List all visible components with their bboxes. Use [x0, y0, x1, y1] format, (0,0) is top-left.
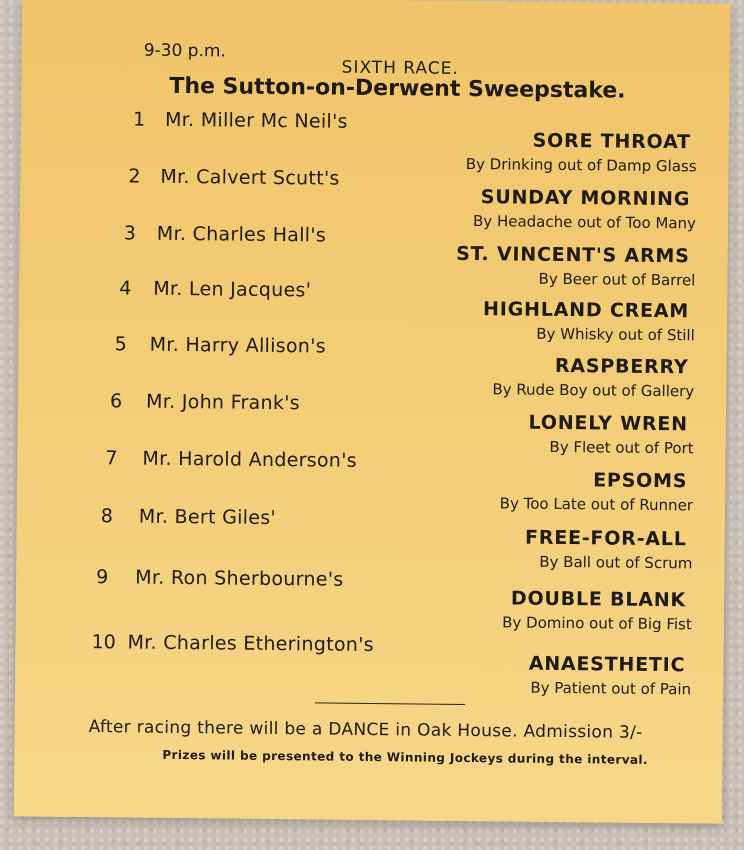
- horse-name: RASPBERRY: [554, 354, 689, 379]
- horse-name: SUNDAY MORNING: [480, 186, 691, 211]
- entry-number: 5: [114, 333, 127, 356]
- owner-name: Mr. Ron Sherbourne's: [135, 566, 344, 591]
- entry-number: 10: [91, 631, 116, 654]
- horse-breeding: By Drinking out of Damp Glass: [465, 154, 697, 176]
- entry-row: [16, 562, 725, 634]
- entry-number: 2: [128, 165, 141, 188]
- owner-name: Mr. Calvert Scutt's: [160, 165, 340, 190]
- entry-row: [17, 443, 726, 515]
- entry-row: [15, 627, 724, 699]
- owner-name: Mr. Harold Anderson's: [142, 447, 358, 472]
- owner-name: Mr. Harry Allison's: [149, 333, 327, 358]
- horse-name: EPSOMS: [593, 469, 688, 493]
- dance-notice: After racing there will be a DANCE in Oak House. Admission 3/-: [88, 717, 643, 743]
- horse-breeding: By Domino out of Big Fist: [502, 613, 692, 634]
- horse-breeding: By Patient out of Pain: [530, 678, 692, 699]
- entry-row: [16, 501, 725, 573]
- horse-breeding: By Rude Boy out of Gallery: [492, 380, 695, 401]
- entry-number: 9: [96, 566, 109, 589]
- entry-number: 7: [105, 447, 118, 470]
- owner-name: Mr. John Frank's: [145, 390, 301, 415]
- prizes-notice: Prizes will be presented to the Winning Jockeys during the interval.: [162, 747, 649, 767]
- horse-breeding: By Headache out of Too Many: [472, 212, 697, 233]
- race-card: [14, 0, 731, 824]
- horse-name: SORE THROAT: [532, 129, 691, 154]
- owner-name: Mr. Miller Mc Neil's: [164, 108, 348, 133]
- entry-number: 1: [132, 108, 146, 131]
- horse-name: ANAESTHETIC: [528, 652, 686, 677]
- race-time: 9-30 p.m.: [143, 40, 227, 62]
- horse-breeding: By Whisky out of Still: [536, 324, 695, 345]
- race-number-title: SIXTH RACE.: [341, 57, 459, 79]
- horse-breeding: By Too Late out of Runner: [499, 494, 694, 515]
- entry-number: 6: [109, 390, 123, 413]
- owner-name: Mr. Bert Giles': [138, 505, 277, 530]
- entry-number: 4: [119, 277, 132, 300]
- entry-number: 3: [123, 222, 137, 245]
- divider: [315, 702, 465, 705]
- horse-breeding: By Beer out of Barrel: [538, 269, 696, 290]
- owner-name: Mr. Len Jacques': [153, 277, 312, 302]
- horse-name: DOUBLE BLANK: [510, 587, 687, 612]
- horse-breeding: By Ball out of Scrum: [539, 552, 693, 573]
- sweepstake-title: The Sutton-on-Derwent Sweepstake.: [169, 73, 626, 104]
- horse-name: HIGHLAND CREAM: [483, 298, 690, 323]
- owner-name: Mr. Charles Etherington's: [127, 631, 374, 657]
- owner-name: Mr. Charles Hall's: [156, 222, 327, 247]
- entry-number: 8: [100, 505, 114, 528]
- horse-name: ST. VINCENT'S ARMS: [456, 242, 690, 268]
- horse-name: LONELY WREN: [528, 411, 688, 436]
- horse-breeding: By Fleet out of Port: [549, 437, 694, 458]
- horse-name: FREE-FOR-ALL: [524, 526, 687, 551]
